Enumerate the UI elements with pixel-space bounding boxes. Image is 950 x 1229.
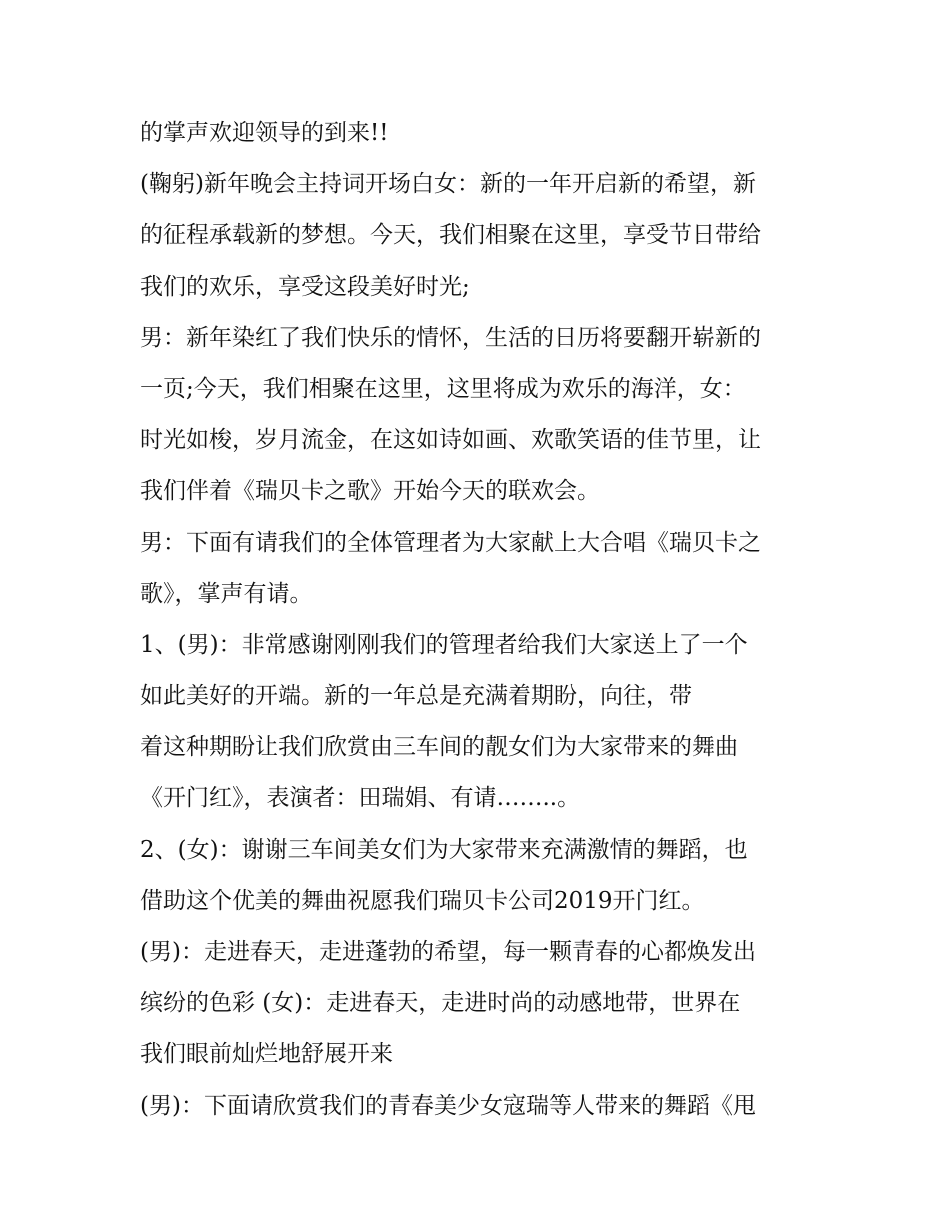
text-line: (鞠躬)新年晚会主持词开场白女：新的一年开启新的希望，新 bbox=[140, 171, 756, 198]
text-line: 男：下面有请我们的全体管理者为大家献上大合唱《瑞贝卡之 bbox=[140, 529, 761, 556]
text-line: (男)：下面请欣赏我们的青春美少女寇瑞等人带来的舞蹈《甩 bbox=[140, 1092, 756, 1119]
text-line: 如此美好的开端。新的一年总是充满着期盼，向往，带 bbox=[140, 683, 692, 710]
text-line: 缤纷的色彩 (女)：走进春天，走进时尚的动感地带，世界在 bbox=[140, 990, 741, 1017]
text-line: (男)：走进春天，走进蓬勃的希望，每一颗青春的心都焕发出 bbox=[140, 939, 756, 965]
text-line: 一页;今天，我们相聚在这里，这里将成为欢乐的海洋，女： bbox=[140, 375, 746, 402]
text-line: 男：新年染红了我们快乐的情怀，生活的日历将要翻开崭新的 bbox=[140, 324, 761, 351]
text-line: 着这种期盼让我们欣赏由三车间的靓女们为大家带来的舞曲 bbox=[140, 734, 738, 761]
text-line: 我们眼前灿烂地舒展开来 bbox=[140, 1041, 393, 1068]
text-line: 2、(女)：谢谢三车间美女们为大家带来充满激情的舞蹈，也 bbox=[140, 836, 748, 863]
text-line: 的征程承载新的梦想。今天，我们相聚在这里，享受节日带给 bbox=[140, 222, 761, 249]
text-line: 我们的欢乐，享受这段美好时光; bbox=[140, 273, 470, 300]
text-line: 歌》，掌声有请。 bbox=[140, 580, 313, 607]
text-line: 《开门红》，表演者：田瑞娟、有请……..。 bbox=[140, 785, 581, 812]
text-line: 时光如梭，岁月流金，在这如诗如画、欢歌笑语的佳节里，让 bbox=[140, 427, 761, 454]
document-body bbox=[140, 108, 820, 1132]
text-line: 借助这个优美的舞曲祝愿我们瑞贝卡公司2019开门红。 bbox=[140, 887, 705, 914]
text-line: 1、(男)：非常感谢刚刚我们的管理者给我们大家送上了一个 bbox=[140, 631, 748, 658]
text-line: 我们伴着《瑞贝卡之歌》开始今天的联欢会。 bbox=[140, 478, 600, 505]
text-line: 的掌声欢迎领导的到来!! bbox=[140, 120, 389, 146]
